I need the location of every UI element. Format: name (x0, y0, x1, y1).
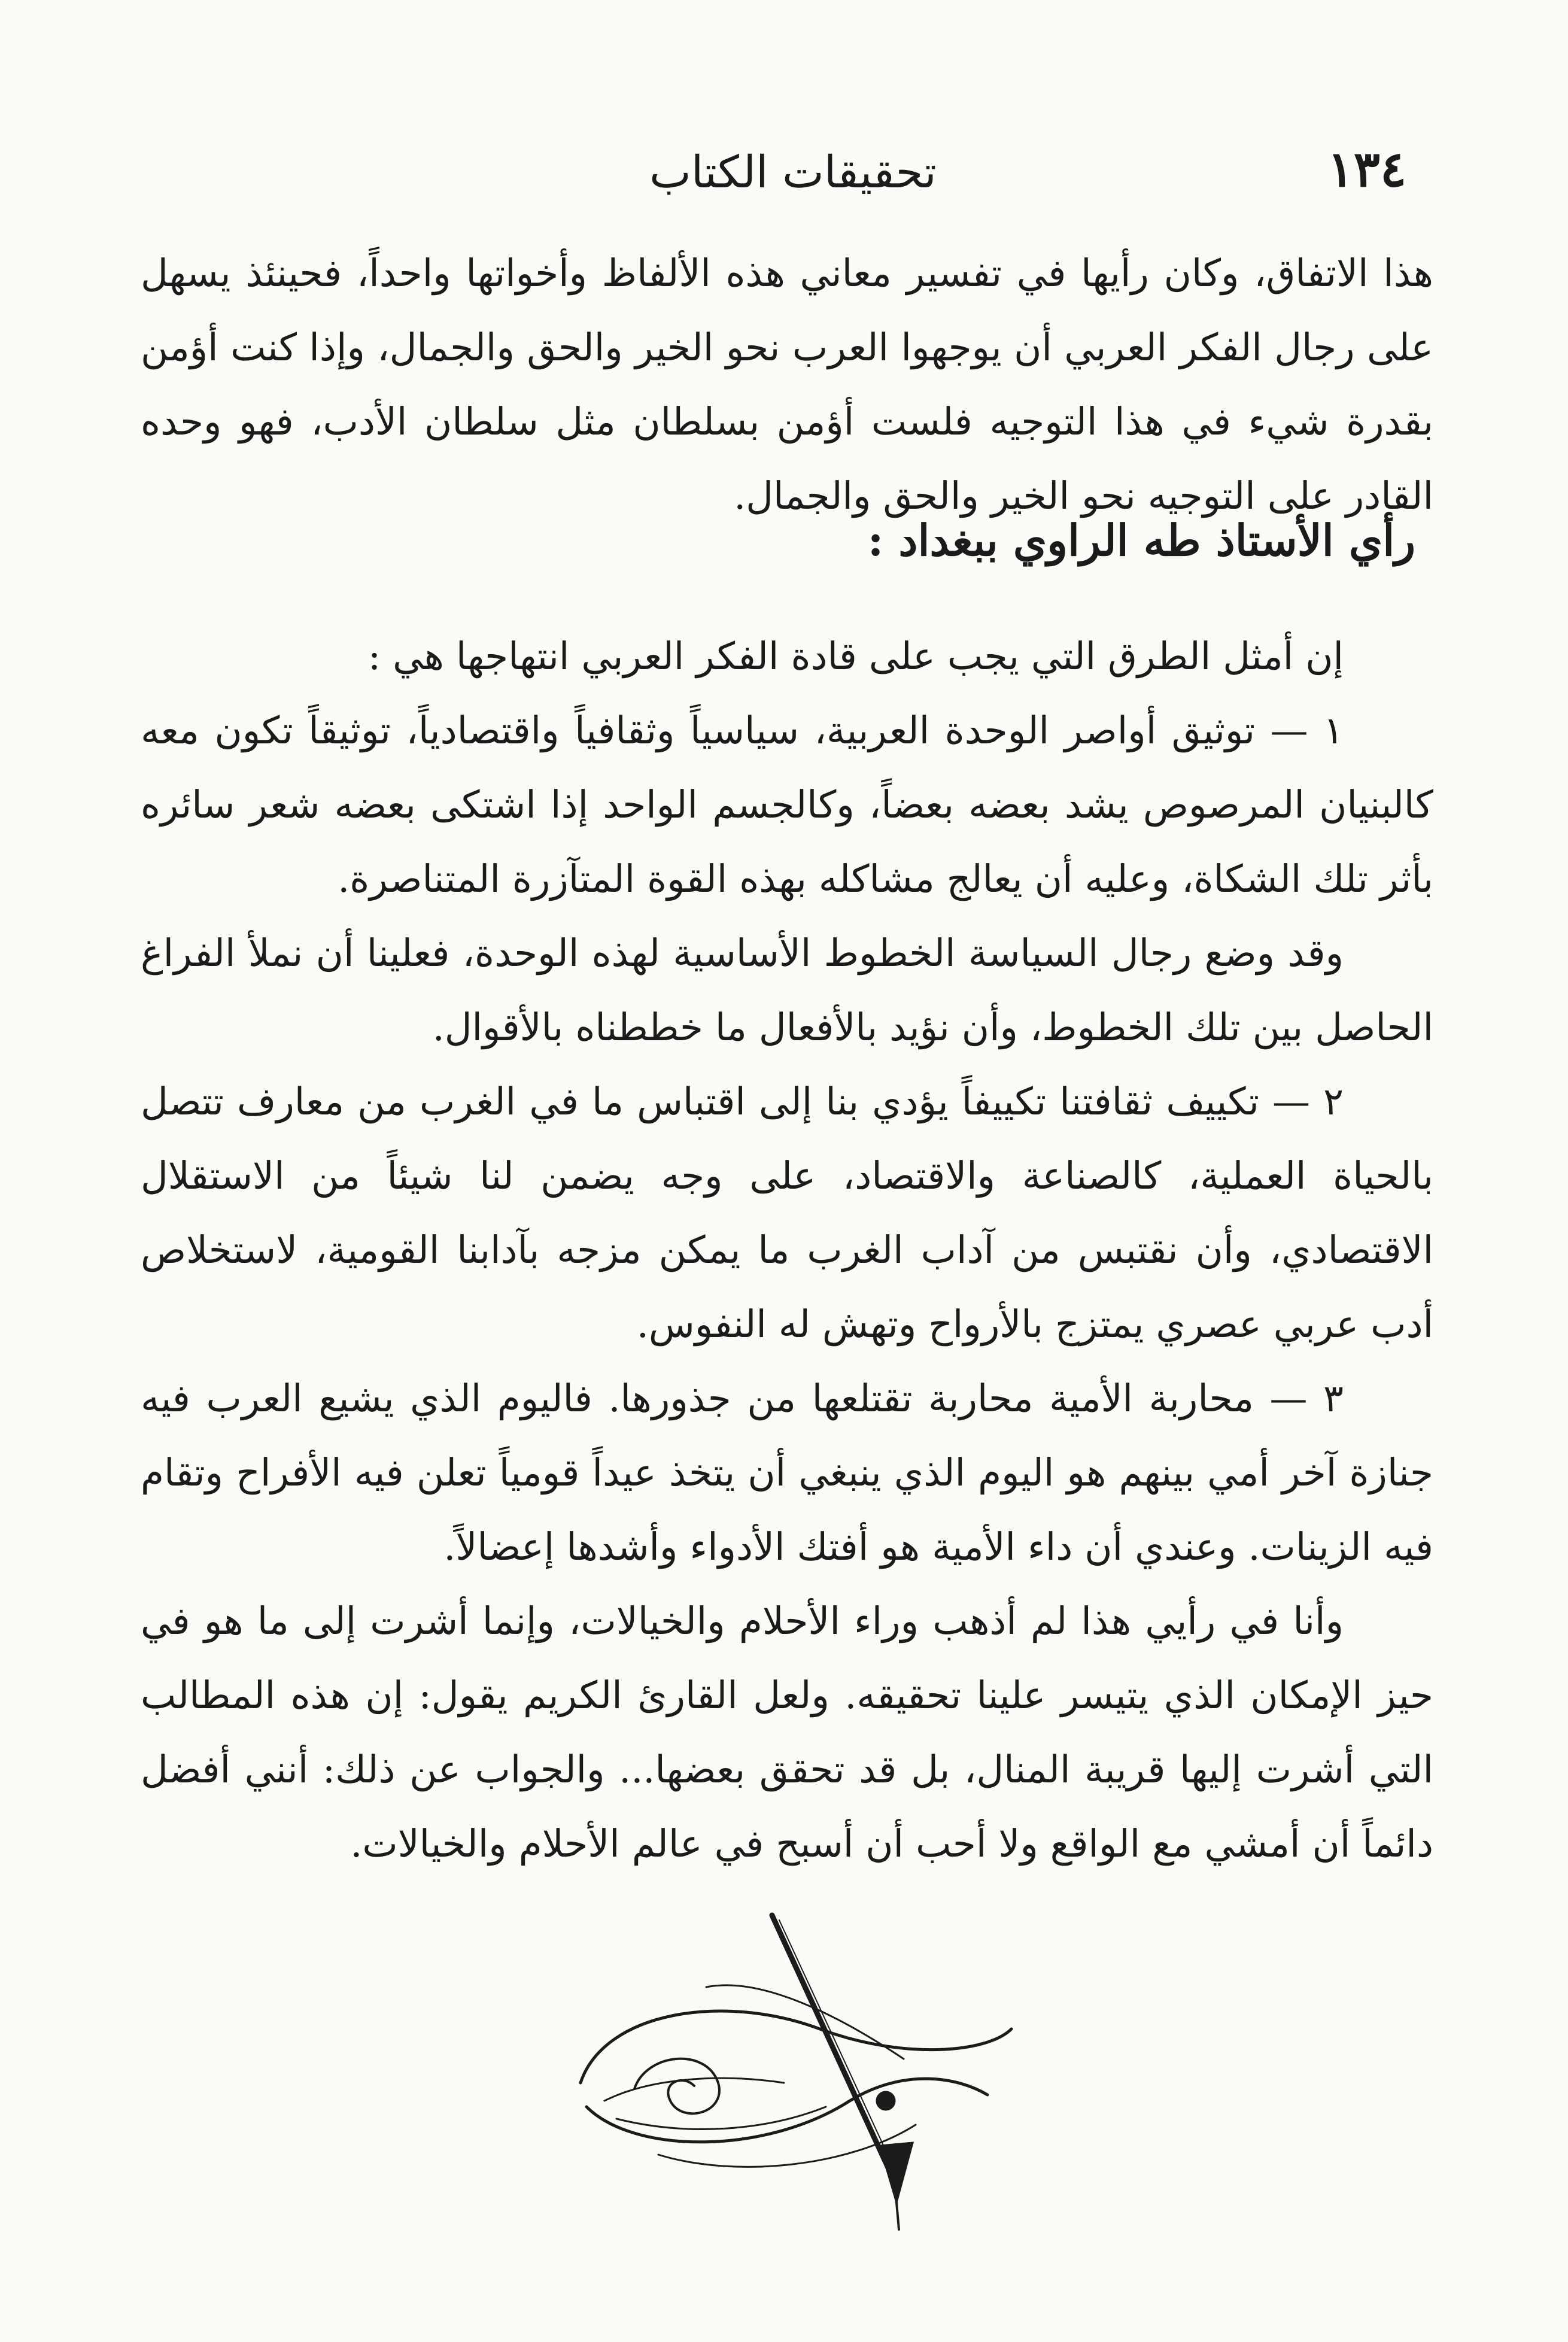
quill-pen-flourish-icon (569, 1903, 1023, 2262)
section-paragraph-point-2: ٢ — تكييف ثقافتنا تكييفاً يؤدي بنا إلى اقتباس ما في الغرب من معارف تتصل بالحياة العملية، كالصناعة والاقتصاد، على وجه يضمن لنا شيئاً من الاستقلال الاقتصادي، وأن نقتبس من آداب الغرب ما يمكن مزجه بآدابنا القومية، لاستخلاص أدب عربي عصري يمتزج بالأرواح وتهش له النفوس. (141, 1080, 1433, 1346)
section-heading: رأي الأستاذ طه الراوي ببغداد : (867, 515, 1415, 566)
section-paragraph-point-1: ١ — توثيق أواصر الوحدة العربية، سياسياً وثقافياً واقتصادياً، توثيقاً تكون معه كالبنيان المرصوص يشد بعضه بعضاً، وكالجسم الواحد إذا اشتكى بعضه شعر سائره بأثر تلك الشكاة، وعليه أن يعالج مشاكله بهذه القوة المتآزرة المتناصرة. (141, 709, 1433, 901)
running-title: تحقيقات الكتاب (649, 147, 937, 198)
page-number: ١٣٤ (1327, 141, 1406, 198)
section-paragraph-point-1-continued: وقد وضع رجال السياسة الخطوط الأساسية لهذه الوحدة، فعلينا أن نملأ الفراغ الحاصل بين تلك الخطوط، وأن نؤيد بالأفعال ما خططناه بالأقوال. (141, 931, 1433, 1049)
section-paragraph-conclusion: وأنا في رأيي هذا لم أذهب وراء الأحلام والخيالات، وإنما أشرت إلى ما هو في حيز الإمكان الذي يتيسر علينا تحقيقه. ولعل القارئ الكريم يقول: إن هذه المطالب التي أشرت إليها قريبة المنال، بل قد تحقق بعضها... والجواب عن ذلك: أنني أفضل دائماً أن أمشي مع الواقع ولا أحب أن أسبح في عالم الأحلام والخيالات. (141, 1599, 1433, 1866)
section-paragraph-point-3: ٣ — محاربة الأمية محاربة تقتلعها من جذورها. فاليوم الذي يشيع العرب فيه جنازة آخر أمي بينهم هو اليوم الذي ينبغي أن يتخذ عيداً قومياً تعلن فيه الأفراح وتقام فيه الزينات. وعندي أن داء الأمية هو أفتك الأدواء وأشدها إعضالاً. (141, 1377, 1433, 1569)
section-paragraph-intro: إن أمثل الطرق التي يجب على قادة الفكر العربي انتهاجها هي : (367, 634, 1344, 678)
section-body (141, 619, 1433, 1881)
intro-paragraph: هذا الاتفاق، وكان رأيها في تفسير معاني هذه الألفاظ وأخواتها واحداً، فحينئذ يسهل على رجال الفكر العربي أن يوجهوا العرب نحو الخير والحق والجمال، وإذا كنت أؤمن بقدرة شيء في هذا التوجيه فلست أؤمن بسلطان مثل سلطان الأدب، فهو وحده القادر على التوجيه نحو الخير والحق والجمال. (141, 251, 1433, 518)
intro-paragraph-block (141, 236, 1433, 533)
page-header (180, 129, 1406, 218)
